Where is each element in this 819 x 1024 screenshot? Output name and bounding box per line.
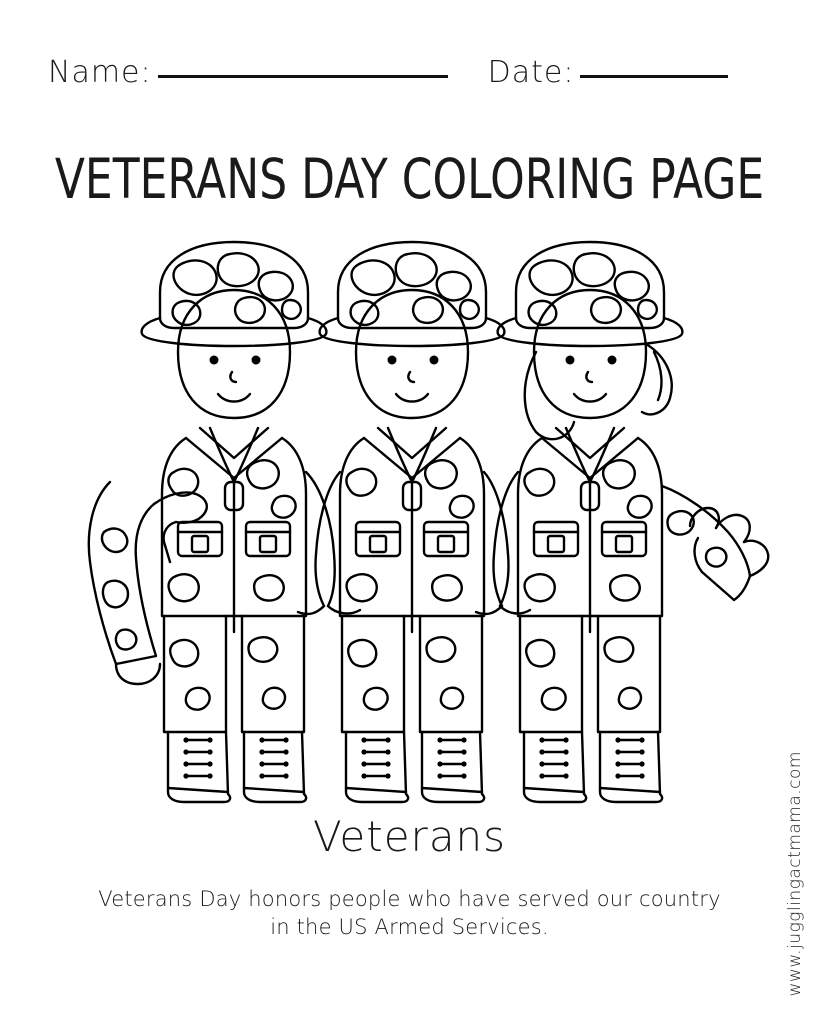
name-write-line[interactable]	[158, 74, 448, 78]
caption-description: Veterans Day honors people who have served our country in the US Armed Services.	[98, 887, 721, 940]
website-credit: www.jugglingactmama.com	[785, 750, 805, 996]
caption-word: Veterans	[312, 812, 507, 861]
soldiers-illustration	[50, 232, 770, 812]
name-label: Name:	[48, 55, 152, 90]
page-title: VETERANS DAY COLORING PAGE	[54, 148, 765, 212]
soldier-center	[298, 242, 530, 802]
name-date-row	[48, 55, 771, 90]
date-label: Date:	[487, 55, 575, 90]
soldier-right	[476, 242, 768, 802]
date-write-line[interactable]	[580, 74, 728, 78]
